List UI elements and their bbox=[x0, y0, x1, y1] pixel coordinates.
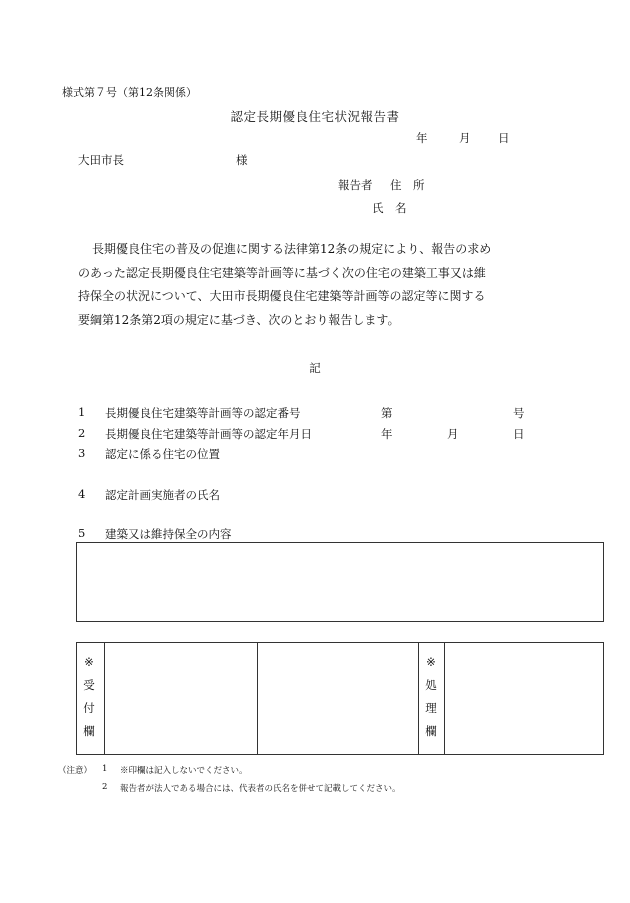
table-divider bbox=[444, 643, 445, 754]
page-title: 認定長期優良住宅状況報告書 bbox=[230, 109, 400, 124]
date-month-label: 月 bbox=[459, 131, 471, 145]
processing-mark: ※ bbox=[426, 655, 436, 669]
item-number: 3 bbox=[78, 446, 86, 460]
body-line: 要綱第12条第2項の規定に基づき、次のとおり報告します。 bbox=[78, 312, 400, 327]
item-number: 5 bbox=[78, 526, 86, 540]
item-label-location: 認定に係る住宅の位置 bbox=[105, 447, 220, 461]
processing-char: 欄 bbox=[425, 724, 437, 738]
item-number: 4 bbox=[78, 487, 86, 501]
cert-date-month: 月 bbox=[447, 427, 459, 441]
ki-heading: 記 bbox=[309, 361, 321, 375]
note-number: 2 bbox=[102, 782, 108, 792]
processing-char: 処 bbox=[425, 678, 437, 692]
table-divider bbox=[257, 643, 258, 754]
item-label-certification-date: 長期優良住宅建築等計画等の認定年月日 bbox=[105, 427, 312, 441]
report-body bbox=[78, 238, 558, 332]
office-use-table bbox=[76, 642, 604, 755]
cert-number-prefix: 第 bbox=[381, 406, 393, 420]
processing-label bbox=[419, 651, 443, 743]
body-line: 持保全の状況について、大田市長期優良住宅建築等計画等の認定等に関する bbox=[78, 289, 486, 303]
item-number: 1 bbox=[78, 405, 86, 419]
reporter-name-label: 氏 名 bbox=[372, 201, 407, 215]
item-label-certification-number: 長期優良住宅建築等計画等の認定番号 bbox=[105, 406, 301, 420]
item-label-content: 建築又は維持保全の内容 bbox=[105, 527, 232, 541]
reporter-label: 報告者 bbox=[338, 178, 373, 192]
cert-date-year: 年 bbox=[381, 427, 393, 441]
form-number: 様式第７号（第12条関係） bbox=[62, 86, 197, 99]
reception-char: 付 bbox=[83, 701, 95, 715]
reception-label bbox=[77, 651, 101, 743]
processing-char: 理 bbox=[425, 701, 437, 715]
reception-char: 欄 bbox=[83, 724, 95, 738]
note-text: ※印欄は記入しないでください。 bbox=[120, 766, 248, 776]
item-number: 2 bbox=[78, 426, 86, 440]
cert-number-suffix: 号 bbox=[513, 406, 525, 420]
reporter-address-label: 住 所 bbox=[390, 178, 425, 192]
date-year-label: 年 bbox=[416, 131, 428, 145]
date-day-label: 日 bbox=[498, 131, 510, 145]
body-line: のあった認定長期優良住宅建築等計画等に基づく次の住宅の建築工事又は維 bbox=[78, 265, 486, 280]
reception-char: 受 bbox=[83, 678, 95, 692]
note-number: 1 bbox=[102, 764, 108, 774]
item-label-implementer: 認定計画実施者の氏名 bbox=[105, 488, 220, 502]
cert-date-day: 日 bbox=[513, 427, 525, 441]
addressee-honorific: 様 bbox=[236, 153, 248, 167]
content-field[interactable] bbox=[76, 542, 604, 622]
table-divider bbox=[104, 643, 105, 754]
notes-label: （注意） bbox=[58, 766, 93, 776]
reception-mark: ※ bbox=[84, 655, 94, 669]
body-line: 長期優良住宅の普及の促進に関する法律第12条の規定により、報告の求め bbox=[92, 242, 492, 256]
addressee-name: 大田市長 bbox=[78, 153, 124, 167]
note-text: 報告者が法人である場合には、代表者の氏名を併せて記載してください。 bbox=[120, 784, 401, 794]
